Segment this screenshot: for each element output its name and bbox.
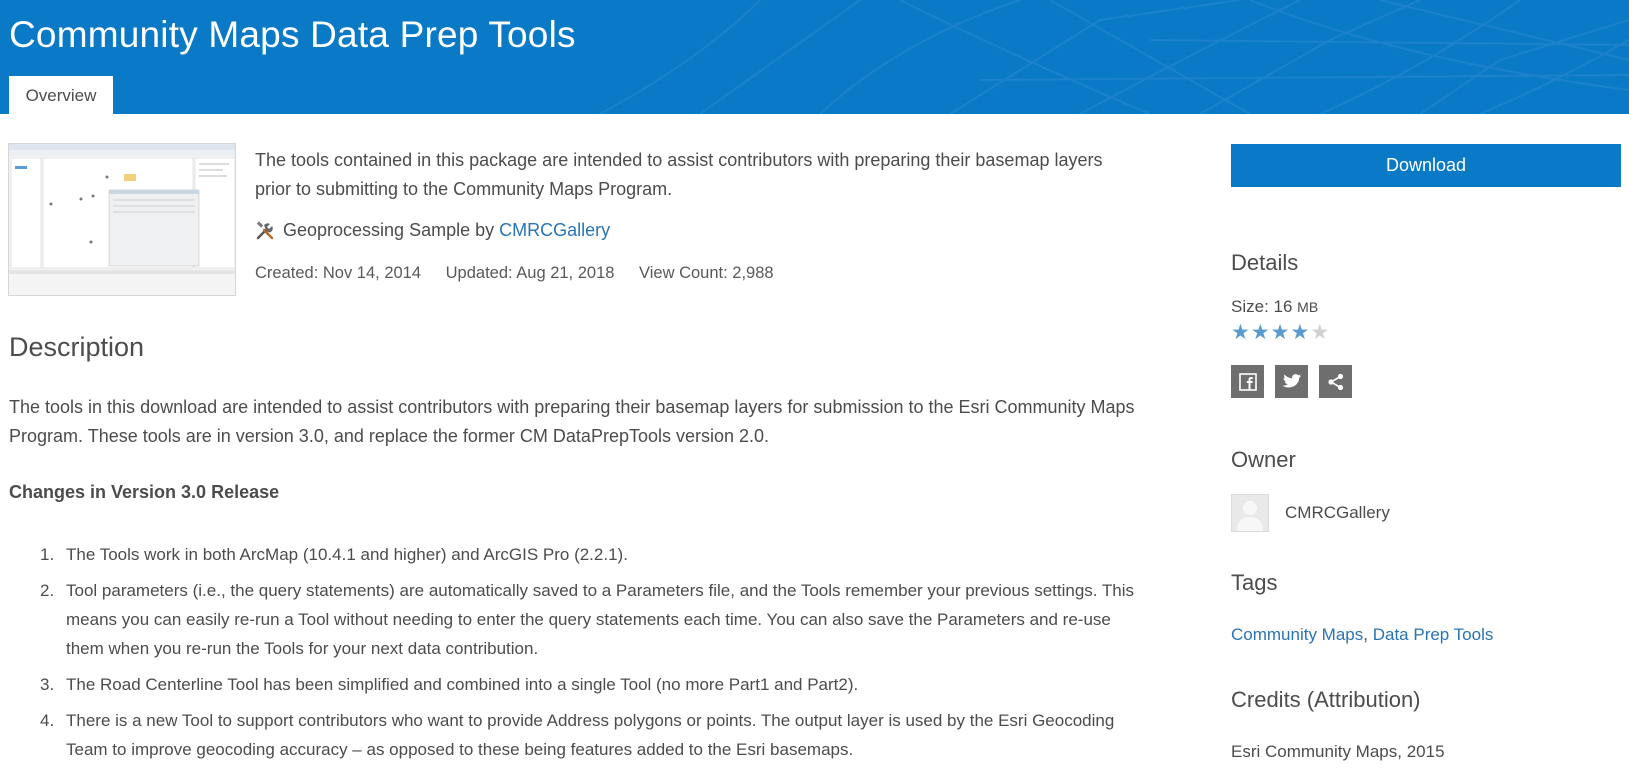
header-banner bbox=[0, 0, 1629, 114]
tab-overview[interactable]: Overview bbox=[9, 76, 113, 114]
view-count: View Count: 2,988 bbox=[639, 264, 774, 282]
list-item: 1. The Tools work in both ArcMap (10.4.1 and higher) and ArcGIS Pro (2.2.1). bbox=[40, 545, 628, 564]
owner-name[interactable]: CMRCGallery bbox=[1285, 503, 1390, 522]
list-item: 2. Tool parameters (i.e., the query statements) are automatically saved to a Parameters file, and the Tools remember your previous settings. This means you can easily re-run a Tool without needing to enter the query statements each time. You can also save the Parameters and re-use them when you re-run the Tools for your next data contribution. bbox=[40, 581, 1135, 658]
rating-stars[interactable] bbox=[1231, 320, 1330, 345]
description-heading: Description bbox=[9, 332, 145, 362]
share-icon bbox=[1327, 373, 1345, 391]
owner-card[interactable] bbox=[1231, 494, 1390, 532]
avatar bbox=[1231, 494, 1269, 532]
changes-list bbox=[40, 540, 1140, 771]
tags-heading: Tags bbox=[1231, 570, 1278, 595]
description-body: The tools in this download are intended to assist contributors with preparing their basemap layers for submission to the Esri Community Maps Program. These tools are in version 3.0, and replace the former CM DataPrepTools version 2.0. bbox=[9, 397, 1135, 446]
user-icon bbox=[1232, 495, 1268, 531]
star-icon[interactable]: ★ bbox=[1310, 321, 1331, 344]
star-icon[interactable]: ★ bbox=[1270, 321, 1291, 344]
credits-heading: Credits (Attribution) bbox=[1231, 687, 1421, 712]
star-icon[interactable]: ★ bbox=[1250, 321, 1271, 344]
tools-icon bbox=[255, 221, 275, 241]
item-byline bbox=[255, 220, 610, 241]
list-item: 3. The Road Centerline Tool has been simplified and combined into a single Tool (no more Part1 and Part2). bbox=[40, 675, 859, 694]
created-date: Created: Nov 14, 2014 bbox=[255, 264, 422, 282]
owner-heading: Owner bbox=[1231, 447, 1296, 472]
item-size: Size: 16 MB bbox=[1231, 297, 1319, 316]
share-link-button[interactable] bbox=[1319, 365, 1352, 398]
facebook-share-button[interactable] bbox=[1231, 365, 1264, 398]
details-heading: Details bbox=[1231, 250, 1299, 275]
twitter-share-button[interactable] bbox=[1275, 365, 1308, 398]
tag-list: Community Maps, Data Prep Tools bbox=[1231, 625, 1494, 644]
share-buttons bbox=[1231, 365, 1352, 398]
list-item: 4. There is a new Tool to support contributors who want to provide Address polygons or points. The output layer is used by the Esri Geocoding Team to improve geocoding accuracy – as opposed to these being features added to the Esri basemaps. bbox=[40, 711, 1115, 759]
star-icon[interactable]: ★ bbox=[1231, 321, 1251, 344]
item-metadata bbox=[255, 264, 794, 283]
tag-link[interactable]: Data Prep Tools bbox=[1372, 625, 1494, 644]
download-button[interactable]: Download bbox=[1231, 144, 1621, 187]
tag-link[interactable]: Community Maps bbox=[1231, 625, 1364, 644]
credits-text: Esri Community Maps, 2015 bbox=[1231, 742, 1445, 761]
item-summary: The tools contained in this package are intended to assist contributors with preparing their basemap layers prior to submitting to the Community Maps Program. bbox=[255, 150, 1103, 199]
owner-link[interactable]: CMRCGallery bbox=[499, 220, 611, 240]
facebook-icon bbox=[1239, 373, 1257, 391]
updated-date: Updated: Aug 21, 2018 bbox=[445, 264, 615, 282]
item-type-label: Geoprocessing Sample by bbox=[283, 220, 495, 240]
page-title: Community Maps Data Prep Tools bbox=[9, 14, 576, 55]
changes-heading: Changes in Version 3.0 Release bbox=[9, 482, 280, 502]
twitter-icon bbox=[1282, 373, 1302, 391]
item-thumbnail bbox=[8, 143, 236, 296]
star-icon[interactable]: ★ bbox=[1290, 321, 1311, 344]
